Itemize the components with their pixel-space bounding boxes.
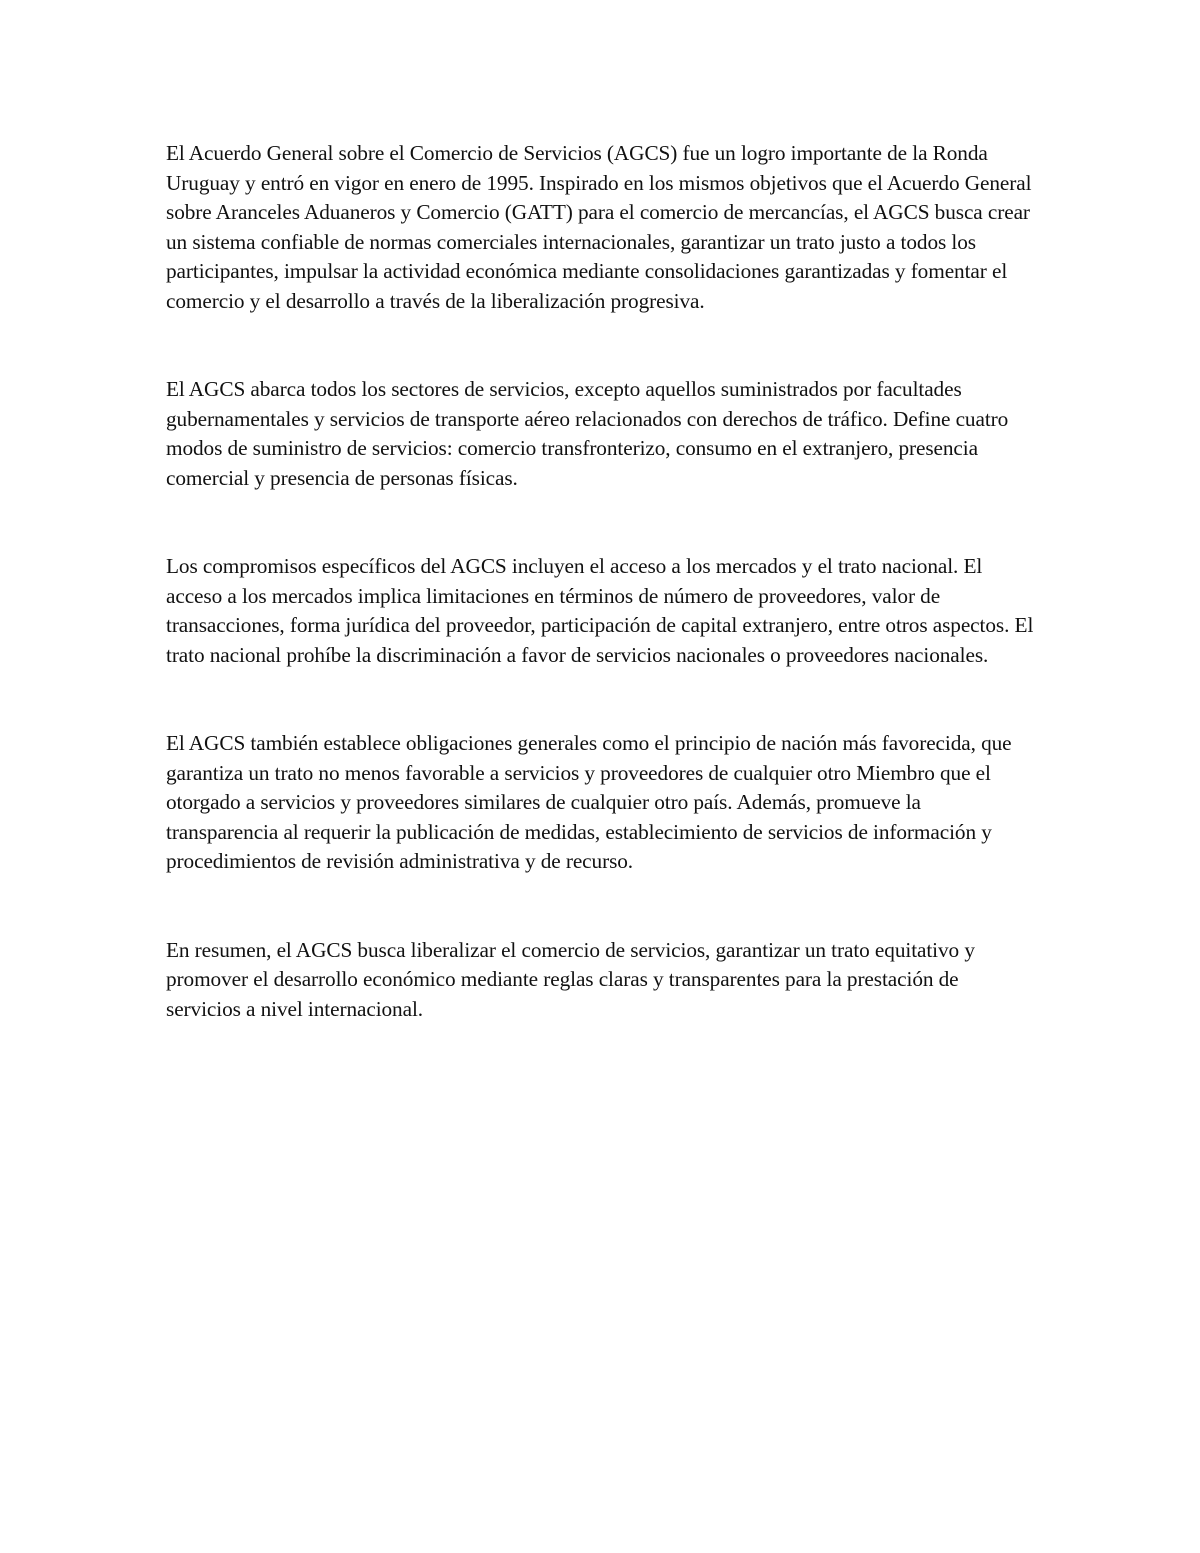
paragraph-scope: El AGCS abarca todos los sectores de servicios, excepto aquellos suministrados por facultades gubernamentales y servicios de transporte aéreo relacionados con derechos de tráfico. Define cuatro modos de suministro de servicios: comercio transfronterizo, consumo en el extranjero, presencia comercial y presencia de personas físicas. xyxy=(166,377,1009,490)
paragraph-intro: El Acuerdo General sobre el Comercio de Servicios (AGCS) fue un logro importante de la Ronda Uruguay y entró en vigor en enero de 1995. Inspirado en los mismos objetivos que el Acuerdo General sobre Aranceles Aduaneros y Comercio (GATT) para el comercio de mercancías, el AGCS busca crear un sistema confiable de normas comerciales internacionales, garantizar un trato justo a todos los participantes, impulsar la actividad económica mediante consolidaciones garantizadas y fomentar el comercio y el desarrollo a través de la liberalización progresiva. xyxy=(166,141,1032,313)
document-body xyxy=(166,139,1038,1083)
paragraph-summary: En resumen, el AGCS busca liberalizar el comercio de servicios, garantizar un trato equitativo y promover el desarrollo económico mediante reglas claras y transparentes para la prestación de servicios a nivel internacional. xyxy=(166,937,975,1021)
paragraph-commitments: Los compromisos específicos del AGCS incluyen el acceso a los mercados y el trato nacional. El acceso a los mercados implica limitaciones en términos de número de proveedores, valor de transacciones, forma jurídica del proveedor, participación de capital extranjero, entre otros aspectos. El trato nacional prohíbe la discriminación a favor de servicios nacionales o proveedores nacionales. xyxy=(166,554,1034,667)
paragraph-obligations: El AGCS también establece obligaciones generales como el principio de nación más favorecida, que garantiza un trato no menos favorable a servicios y proveedores de cualquier otro Miembro que el otorgado a servicios y proveedores similares de cualquier otro país. Además, promueve la transparencia al requerir la publicación de medidas, establecimiento de servicios de información y procedimientos de revisión administrativa y de recurso. xyxy=(166,731,1012,873)
